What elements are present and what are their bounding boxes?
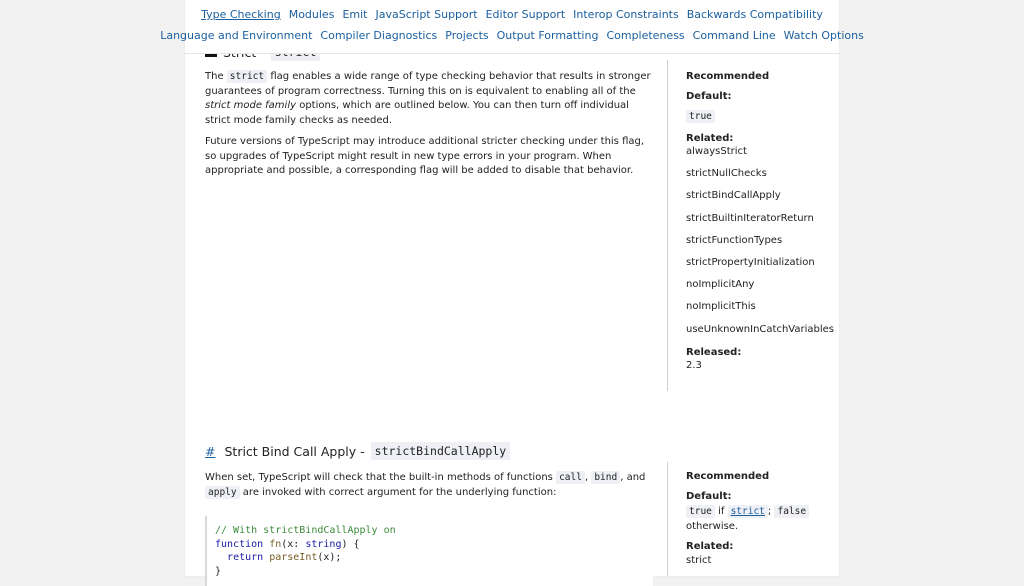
inline-code-bind: bind [591,471,620,484]
nav-link-completeness[interactable]: Completeness [606,29,685,42]
code-line: } [215,565,222,577]
section-heading-strict-bind-call-apply [205,442,510,460]
related-link[interactable]: strictPropertyInitialization [686,256,815,268]
related-list [686,145,836,345]
nav-link-editor-support[interactable]: Editor Support [485,8,566,21]
related-link[interactable]: strictBindCallApply [686,190,781,202]
related-link[interactable]: strictNullChecks [686,168,767,180]
section-bind-divider [667,462,668,576]
section-bind-body [205,471,657,500]
default-value: true [686,110,715,123]
nav-link-modules[interactable]: Modules [288,8,335,21]
nav-link-emit[interactable]: Emit [342,8,368,21]
top-nav [160,0,864,54]
recommended-label: Recommended [686,471,770,482]
related-link[interactable]: strictFunctionTypes [686,234,783,246]
related-link[interactable]: strict [686,555,712,566]
recommended-label: Recommended [686,71,770,82]
code-line: return parseInt(x); [227,552,342,563]
released-label: Released: [686,346,742,358]
nav-link-watch-options[interactable]: Watch Options [783,29,864,42]
default-value: true if strict ; false otherwise. [686,504,836,534]
section-strict-body [205,70,653,179]
section-strict-divider [667,60,668,391]
inline-code-apply: apply [205,486,240,499]
nav-link-backwards-compatibility[interactable]: Backwards Compatibility [686,8,823,21]
related-link[interactable]: noImplicitAny [686,279,755,291]
section-flag-code: strictBindCallApply [371,442,511,460]
related-link[interactable]: noImplicitThis [686,301,756,313]
nav-link-interop-constraints[interactable]: Interop Constraints [573,8,679,21]
strict-link[interactable]: strict [728,505,768,518]
strict-future-paragraph: Future versions of TypeScript may introduce additional stricter checking under this flag, so upgrades of TypeScript might result in new type errors in your program. When appropriate and possible, a corresponding flag will be added to disable that behavior. [205,136,645,176]
anchor-link[interactable]: # [205,443,216,459]
related-label: Related: [686,541,734,552]
default-label: Default: [686,491,732,502]
nav-row-1 [185,8,839,21]
strict-description-paragraph: The strict flag enables a wide range of type checking behavior that results in stronger guarantees of program correctness. Turning this on is equivalent to enabling all of the strict mode family options, which are outlined below. You can then turn off individual strict mode family checks as needed. [205,71,651,126]
nav-link-command-line[interactable]: Command Line [692,29,776,42]
bind-description-paragraph: When set, TypeScript will check that the built-in methods of functions call , bind , and apply are invoked with correct argument for the underlying function: [205,472,646,498]
related-label: Related: [686,133,734,144]
nav-link-javascript-support[interactable]: JavaScript Support [375,8,478,21]
nav-link-output-formatting[interactable]: Output Formatting [496,29,599,42]
inline-code-call: call [556,471,585,484]
nav-link-compiler-diagnostics[interactable]: Compiler Diagnostics [320,29,438,42]
nav-link-language-environment[interactable]: Language and Environment [160,29,313,42]
code-comment-line: // With strictBindCallApply on [215,525,396,536]
related-link[interactable]: useUnknownInCatchVariables [686,323,834,335]
bind-sidebar [686,471,836,576]
section-title: Strict Bind Call Apply - [224,443,365,459]
related-link[interactable]: strictBuiltinIteratorReturn [686,212,814,224]
inline-code-strict: strict [227,70,267,83]
released-value: 2.3 [686,359,702,371]
nav-link-type-checking[interactable]: Type Checking [201,8,281,21]
nav-row-2 [160,29,864,42]
nav-link-projects[interactable]: Projects [445,29,489,42]
strict-sidebar [686,71,836,371]
code-line: function fn(x: string) { [215,538,360,550]
default-label: Default: [686,91,732,102]
related-link[interactable]: alwaysStrict [686,146,747,157]
